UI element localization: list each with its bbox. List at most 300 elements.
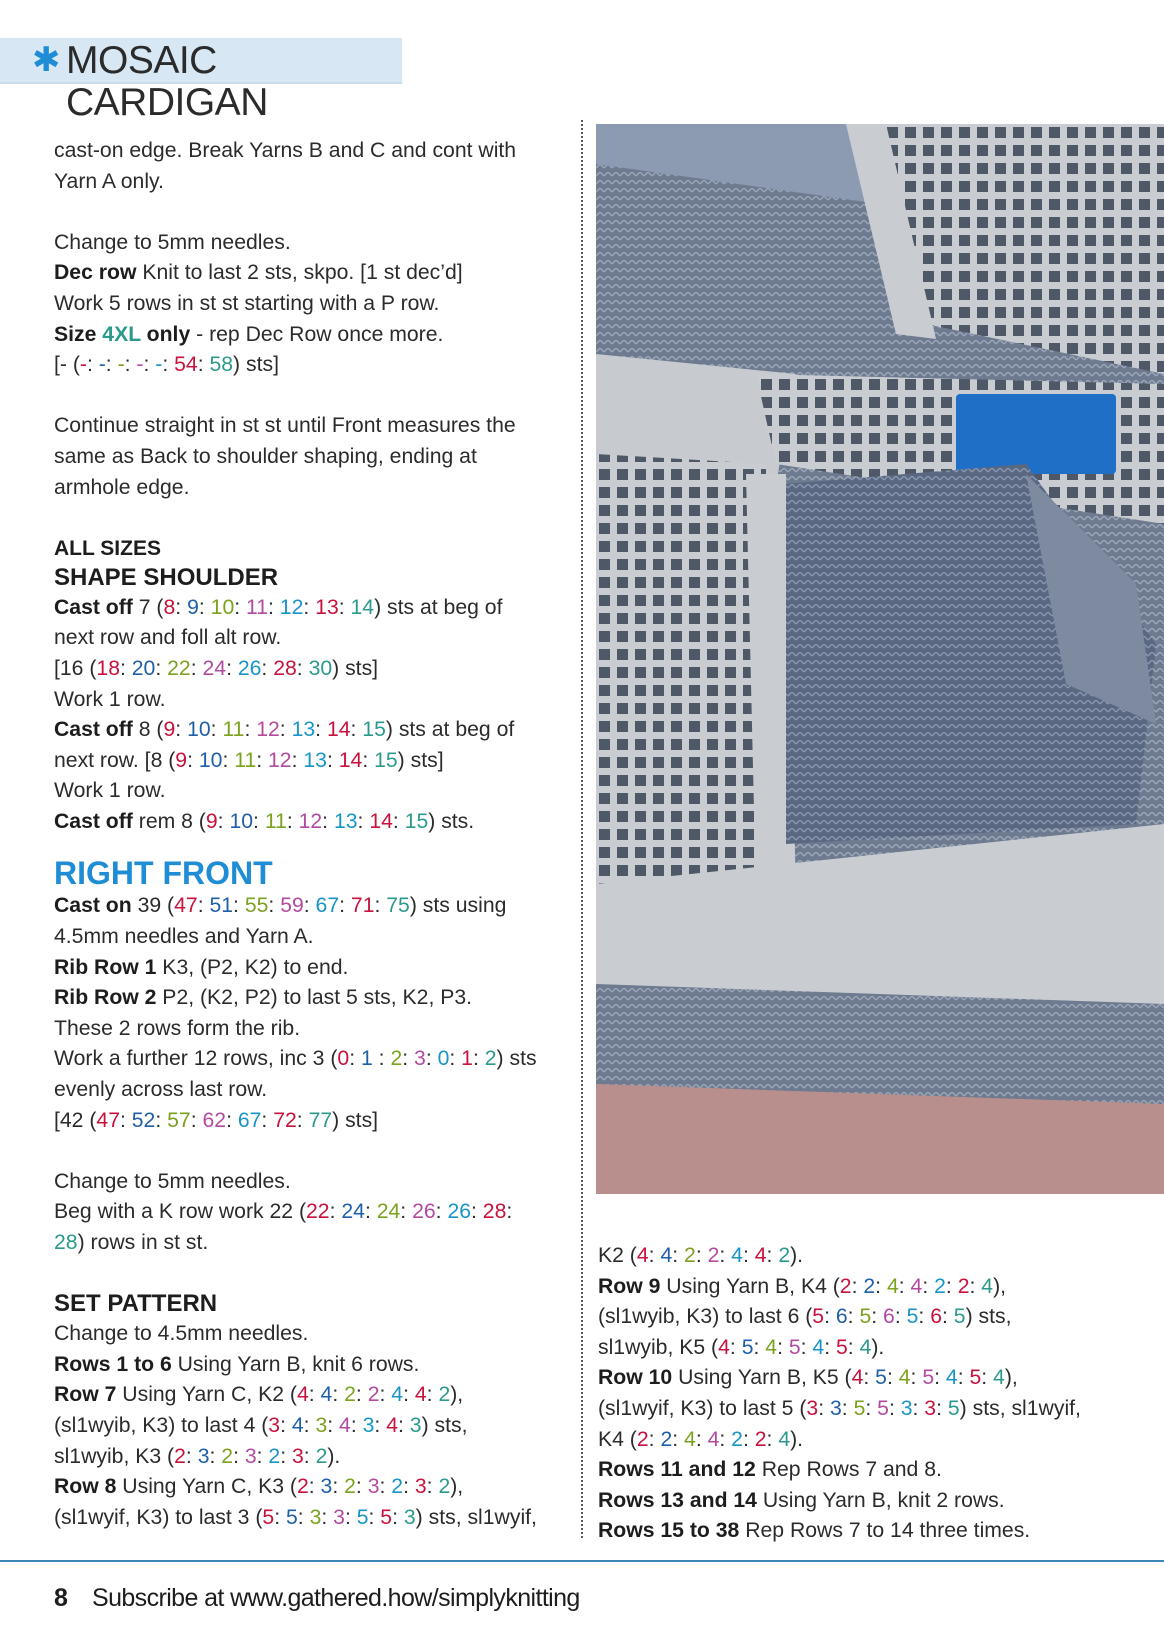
cardigan-photo [596, 124, 1164, 1194]
size-value: 2 [268, 1444, 281, 1468]
bold-label: Row 10 [598, 1366, 673, 1390]
size-value: 4 [898, 1366, 911, 1390]
text-run: ), [993, 1274, 1007, 1298]
size-value: 2 [778, 1244, 791, 1267]
size-value: - [155, 353, 163, 377]
size-value: 3 [403, 1505, 416, 1529]
text-run: Work a further 12 rows, inc 3 ( [54, 1047, 338, 1071]
text-run: : [244, 718, 257, 742]
right-text-column [598, 1241, 1138, 1547]
size-value: 4 [339, 1413, 351, 1437]
text-run: (sl1wyif, K3) to last 3 ( [54, 1505, 263, 1529]
size-value: 14 [326, 718, 351, 742]
text-run: Change to 5mm needles. [54, 1169, 291, 1193]
bold-label: Row 7 [54, 1383, 117, 1407]
text-run: Continue straight in st st until Front measures the [54, 414, 516, 438]
size-value: 71 [350, 894, 375, 918]
size-value: 13 [315, 595, 339, 619]
text-run: : [841, 1396, 854, 1420]
text-run: : [777, 1335, 789, 1359]
text-run: : [886, 1366, 899, 1390]
text-run: Using Yarn B, K4 ( [660, 1274, 840, 1298]
text-run: : [155, 1108, 168, 1132]
text-run: : [303, 1444, 316, 1468]
text-run: : [308, 1383, 321, 1407]
size-value: 5 [836, 1335, 848, 1359]
size-value: 5 [953, 1305, 966, 1329]
text-run: Work 1 row. [54, 779, 166, 803]
bold-label: Rows 11 and 12 [598, 1458, 756, 1482]
text-run: : [349, 1047, 361, 1071]
text-line [54, 983, 574, 1014]
bold-label: Cast off [54, 595, 133, 619]
text-run: : [280, 1413, 292, 1437]
size-value: 55 [244, 894, 269, 918]
text-run: : [888, 1396, 901, 1420]
text-line [598, 1333, 1138, 1364]
text-line [598, 1302, 1138, 1333]
bold-label: Cast off [54, 809, 133, 833]
size-value: 47 [96, 1108, 120, 1132]
text-run: : [818, 1396, 830, 1420]
size-value: 3 [414, 1475, 427, 1499]
size-value: 6 [835, 1305, 848, 1329]
text-run: - rep Dec Row once more. [190, 322, 444, 346]
text-run: : [374, 1413, 387, 1437]
text-run: : [379, 1383, 392, 1407]
text-run: : [315, 718, 327, 742]
size-value: 3 [409, 1413, 422, 1437]
text-run: : [233, 894, 245, 918]
text-run: ) sts] [332, 1108, 379, 1132]
text-run: : [274, 1505, 286, 1529]
text-run: : [851, 1274, 864, 1298]
text-run: : [209, 1444, 222, 1468]
size-value: 26 [447, 1200, 472, 1224]
size-value: 5 [859, 1305, 872, 1329]
size-value: 26 [237, 656, 262, 680]
text-run: P2, (K2, P2) to last 5 sts, K2, P3. [156, 986, 473, 1010]
size-value: 4 [859, 1335, 872, 1359]
size-value: 13 [333, 809, 358, 833]
text-line [54, 891, 574, 922]
text-run: RIGHT FRONT [54, 855, 273, 892]
size-value: 5 [812, 1305, 825, 1329]
text-run: : [226, 656, 238, 680]
size-value: 4 [981, 1274, 994, 1298]
text-run: : [362, 748, 375, 772]
text-run: ), [450, 1475, 464, 1499]
text-run: Using Yarn C, K2 ( [116, 1383, 297, 1407]
size-value: 10 [210, 595, 235, 619]
size-value: 62 [202, 1108, 227, 1132]
text-run: : [910, 1366, 923, 1390]
spacer [54, 503, 574, 534]
text-run: : [233, 1444, 245, 1468]
text-run: : [824, 1335, 836, 1359]
text-run: : [217, 809, 230, 833]
size-value: 2 [296, 1475, 309, 1499]
text-line [54, 746, 574, 777]
text-run: : [766, 1427, 779, 1451]
size-value: 3 [244, 1444, 257, 1468]
size-value: 0 [437, 1047, 450, 1071]
size-value: 2 [636, 1427, 649, 1451]
size-value: 11 [246, 595, 269, 619]
spacer [54, 197, 574, 228]
text-run: : [672, 1427, 685, 1451]
text-run: : [261, 1108, 274, 1132]
text-run: Using Yarn B, knit 6 rows. [171, 1352, 420, 1376]
text-run: : [198, 595, 211, 619]
size-value: 15 [404, 809, 429, 833]
text-run: : [753, 1335, 766, 1359]
size-value: 2 [957, 1274, 970, 1298]
size-value: 77 [308, 1108, 333, 1132]
size-value: 4 [707, 1427, 720, 1451]
size-value: 2 [484, 1047, 497, 1071]
text-run: ). [790, 1244, 804, 1267]
text-run: : [332, 1475, 345, 1499]
text-run: : [155, 656, 168, 680]
cardigan-photo-illustration [596, 124, 1164, 1194]
text-run: : [162, 353, 175, 377]
size-value: 3 [367, 1475, 380, 1499]
text-run: ) sts] [233, 353, 279, 377]
text-line [54, 1044, 574, 1075]
text-run: : [898, 1274, 911, 1298]
text-run: rem 8 ( [132, 809, 206, 833]
text-run: : [392, 809, 405, 833]
size-value: 3 [320, 1475, 333, 1499]
text-run: : [912, 1396, 925, 1420]
text-line [54, 1503, 574, 1534]
size-value: 9 [175, 748, 188, 772]
size-value: 4 [684, 1427, 696, 1451]
text-line [54, 593, 574, 624]
bold-label: Row 9 [598, 1274, 661, 1298]
text-run: : [397, 1413, 410, 1437]
text-run: : [847, 1335, 860, 1359]
size-value: 14 [350, 595, 375, 619]
text-line [54, 654, 574, 685]
text-run: evenly across last row. [54, 1078, 268, 1102]
size-value: 4 [851, 1366, 864, 1390]
text-run: : [222, 748, 235, 772]
text-run: : [321, 1505, 334, 1529]
text-line [54, 1442, 574, 1473]
text-run: : [280, 1444, 292, 1468]
text-run: : [344, 1505, 357, 1529]
text-run: : [357, 809, 370, 833]
text-run: : [742, 1244, 755, 1267]
text-run: : [403, 1383, 415, 1407]
text-run: : [449, 1047, 462, 1071]
text-run: ) sts, sl1wyif, [959, 1396, 1081, 1420]
text-run: Work 1 row. [54, 687, 166, 711]
page-title: MOSAIC CARDIGAN [66, 39, 268, 124]
text-line [54, 953, 574, 984]
size-value: 5 [356, 1505, 369, 1529]
size-value: 5 [285, 1505, 298, 1529]
size-value: 67 [237, 1108, 262, 1132]
size-value: 3 [362, 1413, 375, 1437]
text-line [598, 1425, 1138, 1456]
text-run: : [695, 1244, 708, 1267]
text-run: Knit to last 2 sts, skpo. [1 st dec’d] [136, 261, 463, 285]
bold-label: Cast on [54, 894, 132, 918]
section-heading [54, 534, 574, 563]
size-value: 5 [947, 1396, 960, 1420]
text-run: Rep Rows 7 to 14 three times. [739, 1519, 1031, 1543]
size-value: 3 [806, 1396, 819, 1420]
text-run: : [291, 748, 304, 772]
size-value: 2 [438, 1383, 451, 1407]
text-run: : [86, 353, 99, 377]
size-value: - [117, 353, 125, 377]
text-line [54, 1380, 574, 1411]
size-value: - [98, 353, 106, 377]
size-value: 11 [264, 809, 287, 833]
text-run: : [190, 1108, 203, 1132]
text-run: : [326, 748, 339, 772]
subscribe-link[interactable]: Subscribe at www.gathered.how/simplyknitting [92, 1584, 580, 1612]
text-run: : [364, 1200, 377, 1224]
text-run: ) sts. [428, 809, 475, 833]
size-value: 4 [320, 1383, 333, 1407]
size-value: 26 [412, 1200, 436, 1224]
size-value: 2 [367, 1383, 380, 1407]
text-run: ) rows in st st. [77, 1231, 209, 1254]
flower-icon: ✱ [32, 41, 61, 79]
bold-label: Dec row [54, 261, 137, 285]
text-run: : [286, 809, 299, 833]
text-run: : [332, 1383, 345, 1407]
text-run: SHAPE SHOULDER [54, 563, 279, 591]
text-run: : [175, 595, 188, 619]
text-run: [16 ( [54, 656, 97, 680]
text-run: : [863, 1366, 876, 1390]
text-run: : [941, 1305, 954, 1329]
size-value: 4 [660, 1244, 673, 1267]
size-value: 2 [660, 1427, 673, 1451]
text-line [598, 1363, 1138, 1394]
text-run: : [719, 1244, 732, 1267]
text-line [54, 1197, 574, 1228]
size-value: 6 [883, 1305, 895, 1329]
text-line [54, 1014, 574, 1045]
text-run: : [426, 1383, 439, 1407]
size-value: 5 [969, 1366, 982, 1390]
text-run: Yarn A only. [54, 169, 164, 193]
text-run: : [824, 1305, 836, 1329]
size-value: 5 [262, 1505, 275, 1529]
size-value: 4 [993, 1366, 1005, 1390]
size-value: 6 [930, 1305, 942, 1329]
size-value: 2 [839, 1274, 852, 1298]
text-run: These 2 rows form the rib. [54, 1016, 301, 1040]
text-run: : [105, 353, 118, 377]
text-run: : [197, 353, 210, 377]
text-run: (sl1wyib, K3) to last 6 ( [598, 1305, 813, 1329]
text-run: 7 ( [132, 595, 164, 619]
text-run: : [379, 1475, 392, 1499]
size-value: 5 [875, 1366, 887, 1390]
text-run: ). [327, 1444, 341, 1468]
size-value: 3 [414, 1047, 426, 1071]
size-value: 15 [362, 718, 386, 742]
size-value: 47 [174, 894, 198, 918]
size-value: 4 [391, 1383, 404, 1407]
text-run: : [934, 1366, 946, 1390]
size-value: 28 [482, 1200, 507, 1224]
size-value: 22 [306, 1200, 330, 1224]
text-run: ), [1004, 1366, 1018, 1390]
text-run: : [400, 1200, 413, 1224]
text-run: : [875, 1274, 887, 1298]
size-value: 28 [54, 1231, 78, 1254]
text-run: : [425, 1047, 438, 1071]
size-value: 20 [131, 656, 156, 680]
text-run: : [143, 353, 156, 377]
text-run: ), [450, 1383, 464, 1407]
size-value: 4 [718, 1335, 730, 1359]
text-run: ) sts using [409, 894, 507, 918]
text-run: ) sts at beg of [385, 718, 515, 742]
text-line [54, 442, 574, 473]
text-run: : [256, 748, 269, 772]
text-run: Rep Rows 7 and 8. [755, 1458, 942, 1482]
text-run: : [187, 748, 199, 772]
size-value: 3 [309, 1505, 322, 1529]
text-run: : [296, 656, 309, 680]
text-line [54, 136, 574, 167]
text-run: : [372, 1047, 391, 1071]
size-value: 1 [360, 1047, 373, 1071]
text-run: : [981, 1366, 994, 1390]
text-run: : [296, 1108, 309, 1132]
text-run: : [392, 1505, 404, 1529]
text-run: : [936, 1396, 948, 1420]
size-value: 11 [222, 718, 245, 742]
text-line [598, 1241, 1138, 1272]
text-run: : [800, 1335, 813, 1359]
bold-label: Size [54, 322, 103, 346]
text-run: K3, (P2, K2) to end. [156, 955, 349, 979]
bold-label: Row 8 [54, 1475, 117, 1499]
section-heading [54, 563, 574, 593]
size-value: 24 [376, 1200, 401, 1224]
text-run: K4 ( [598, 1427, 637, 1451]
text-run: ) sts] [397, 748, 444, 772]
size-value: 12 [256, 718, 280, 742]
size-value: 12 [298, 809, 323, 833]
size-value: 13 [303, 748, 327, 772]
text-run: Beg with a K row work 22 ( [54, 1200, 306, 1224]
text-line [54, 289, 574, 320]
size-value: 2 [344, 1383, 356, 1407]
size-value: 5 [741, 1335, 754, 1359]
size-value: 5 [906, 1305, 919, 1329]
size-value: 0 [337, 1047, 350, 1071]
text-run: : [234, 595, 247, 619]
size-value: 3 [829, 1396, 842, 1420]
text-run: 39 ( [131, 894, 175, 918]
size-value: 9 [205, 809, 218, 833]
spacer [54, 1259, 574, 1290]
text-run: ) sts, sl1wyif, [415, 1505, 537, 1529]
size-value: 15 [374, 748, 398, 772]
text-run: : [472, 1047, 485, 1071]
size-value: 2 [438, 1475, 451, 1499]
text-run: : [355, 1383, 368, 1407]
left-text-column [54, 136, 574, 1533]
text-run: : [253, 809, 265, 833]
text-line [54, 1350, 574, 1381]
size-value: 9 [187, 595, 199, 619]
text-line [598, 1272, 1138, 1303]
size-value: 14 [338, 748, 363, 772]
size-value: 11 [234, 748, 257, 772]
size-value: 4 [291, 1413, 304, 1437]
text-run: : [922, 1274, 935, 1298]
size-value: 4 [296, 1383, 309, 1407]
text-line [54, 1228, 574, 1259]
size-value: 51 [209, 894, 234, 918]
text-line [54, 1411, 574, 1442]
size-value: 72 [273, 1108, 297, 1132]
text-run: : [865, 1396, 878, 1420]
size-value: 2 [707, 1244, 720, 1267]
text-run: Change to 4.5mm needles. [54, 1322, 309, 1346]
text-run: : [368, 1505, 381, 1529]
text-run: : [261, 656, 274, 680]
text-line [54, 167, 574, 198]
size-value: 13 [291, 718, 316, 742]
size-value: 1 [461, 1047, 473, 1071]
text-run: : [329, 1200, 342, 1224]
text-run: ) sts] [332, 656, 379, 680]
size-value: 4 [910, 1274, 923, 1298]
text-run: : [355, 1475, 368, 1499]
page-header [0, 38, 402, 124]
size-value: 18 [96, 656, 120, 680]
text-line [54, 1167, 574, 1198]
text-line [54, 1472, 574, 1503]
text-run: : [471, 1200, 483, 1224]
size-value: 2 [754, 1427, 767, 1451]
text-run: ) sts at beg of [374, 595, 503, 619]
text-run: ). [871, 1335, 885, 1359]
text-run: : [185, 1444, 198, 1468]
text-run: 8 ( [132, 718, 164, 742]
size-value: 14 [369, 809, 393, 833]
text-run: : [350, 718, 363, 742]
text-run: Using Yarn B, K5 ( [672, 1366, 852, 1390]
text-run: : [210, 718, 223, 742]
text-run: K2 ( [598, 1244, 637, 1267]
size-value: 54 [174, 353, 198, 377]
size-value: 2 [344, 1475, 356, 1499]
text-run: Using Yarn C, K3 ( [116, 1475, 297, 1499]
text-run: : [197, 894, 210, 918]
size-value: - [136, 353, 144, 377]
text-run: cast-on edge. Break Yarns B and C and cont with [54, 139, 517, 162]
text-run: 4.5mm needles and Yarn A. [54, 925, 314, 949]
text-run: : [435, 1200, 448, 1224]
text-line [598, 1394, 1138, 1425]
text-run: : [303, 1413, 316, 1437]
